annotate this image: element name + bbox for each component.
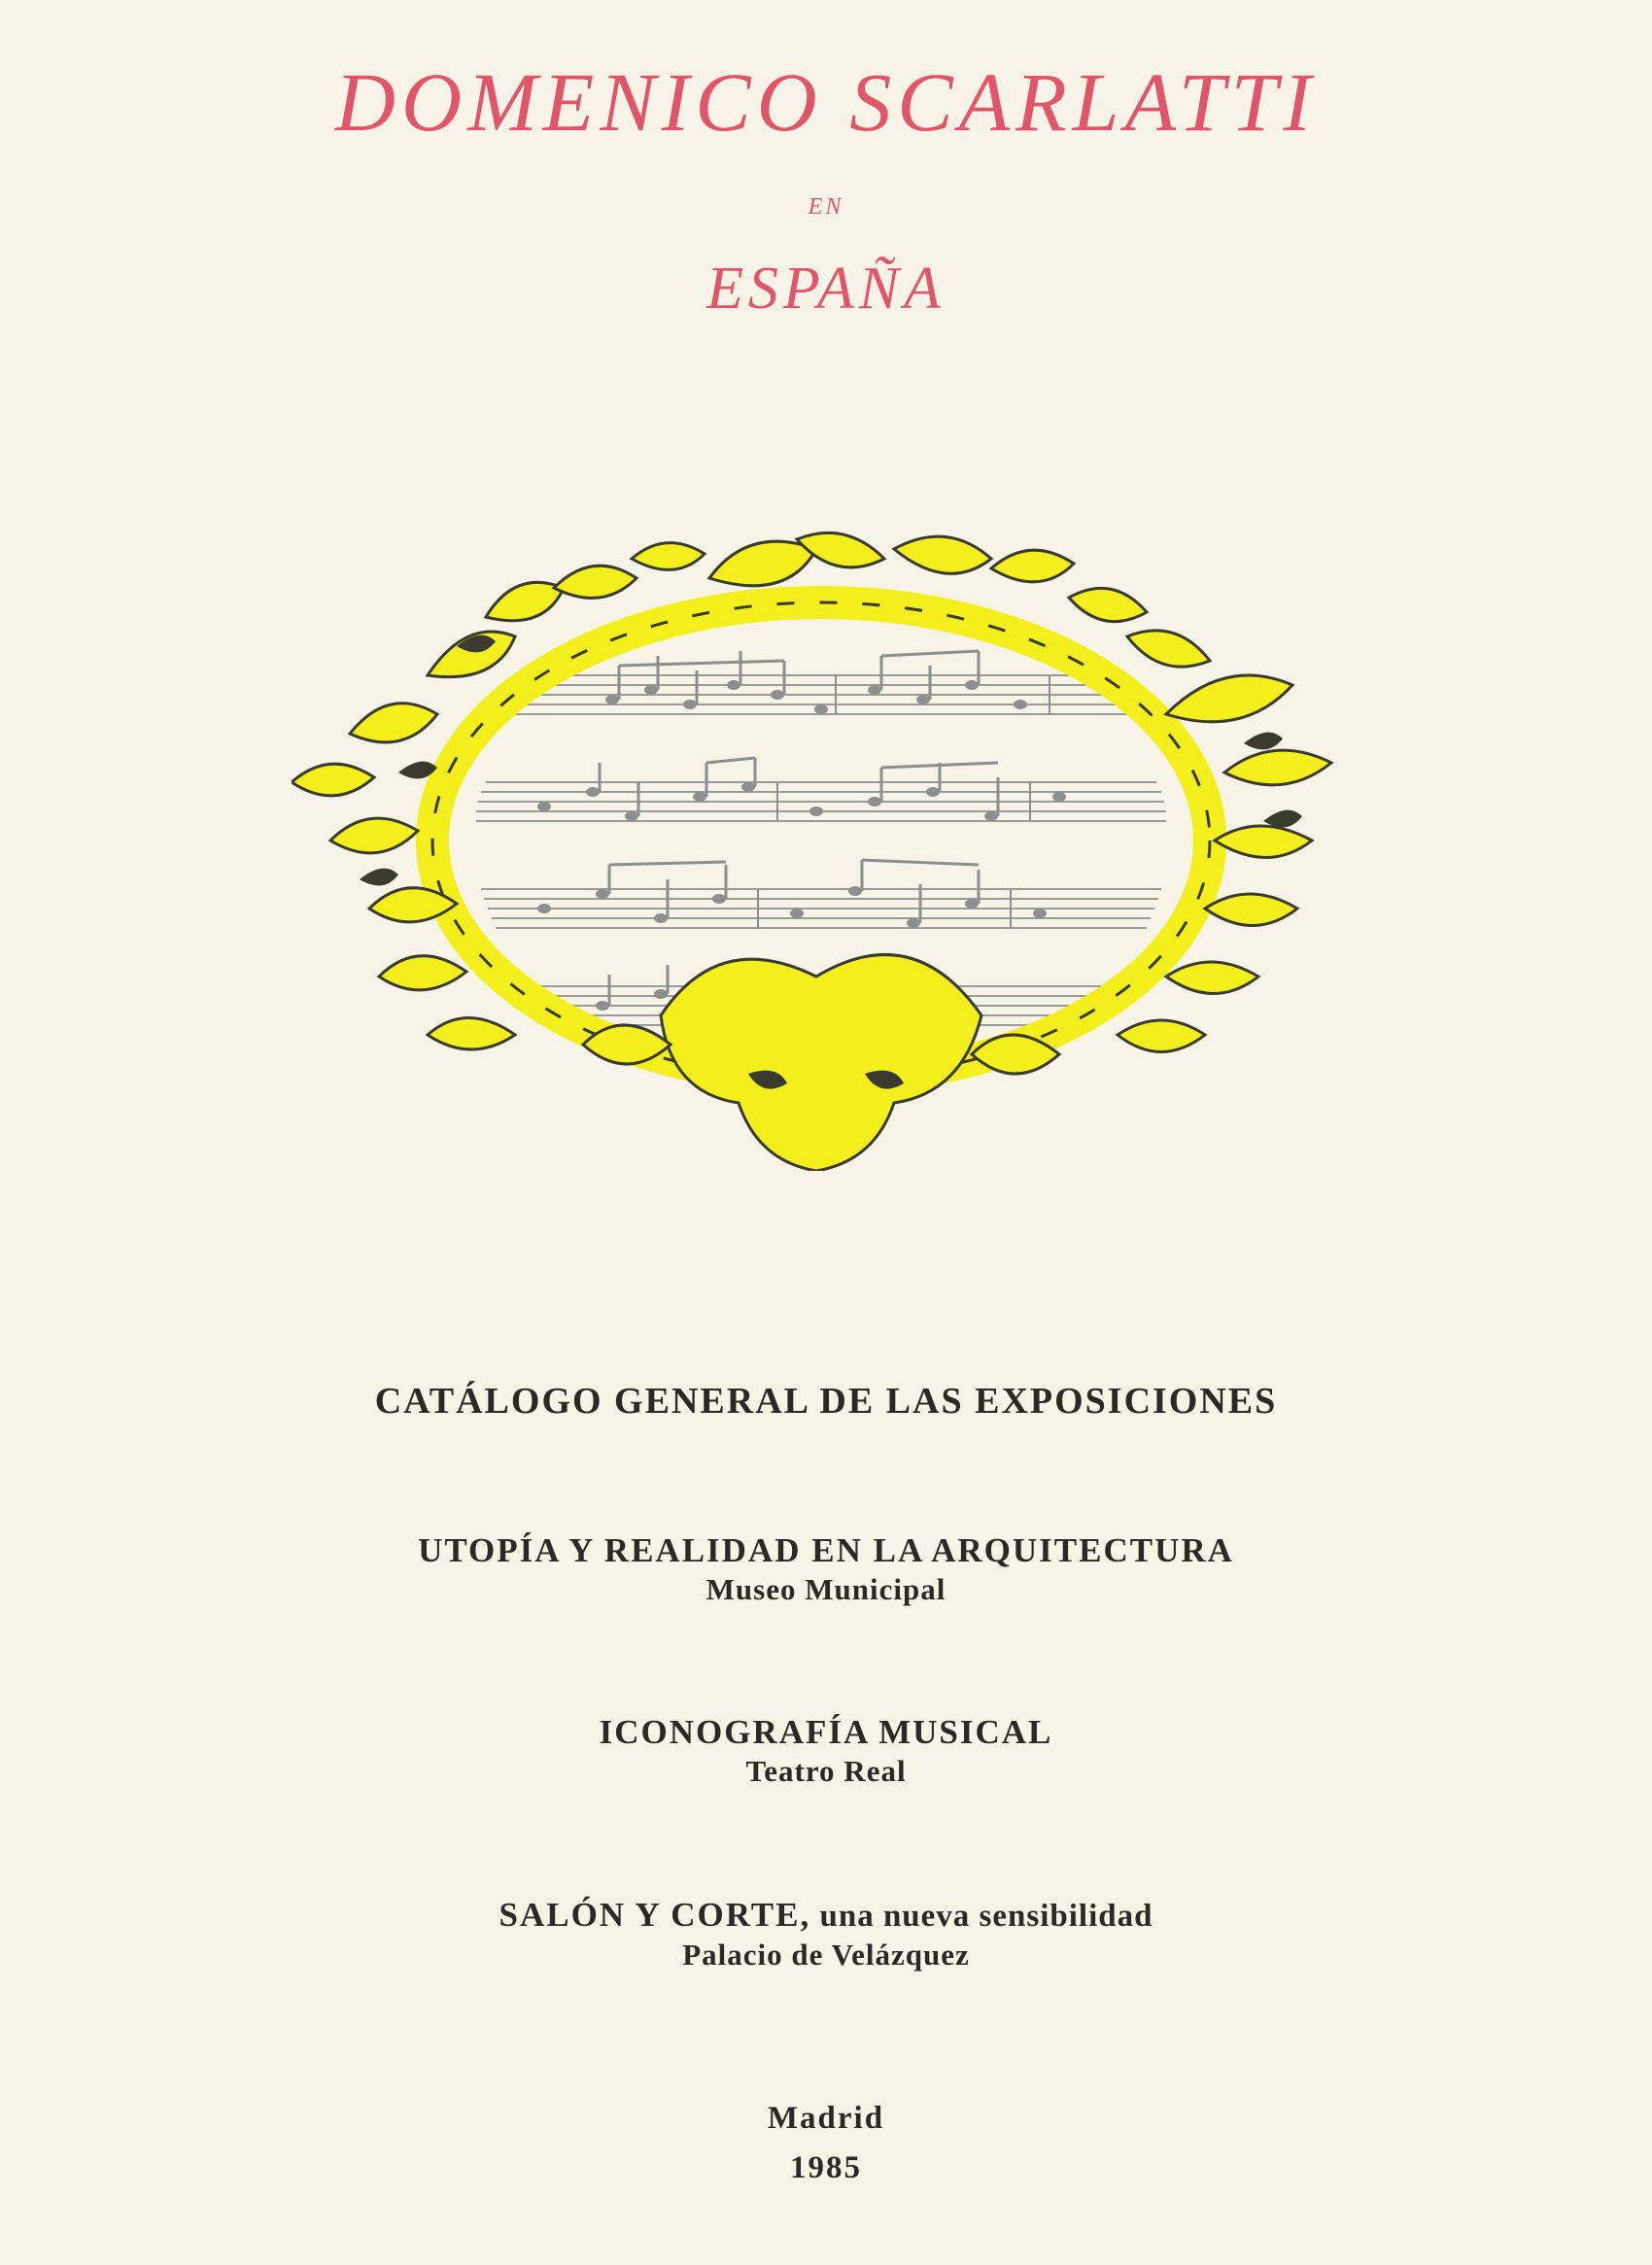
cover-title: DOMENICO SCARLATTI	[334, 55, 1318, 149]
exhibition-title: UTOPÍA Y REALIDAD EN LA ARQUITECTURA	[418, 1531, 1234, 1569]
exhibition-title-rest: una nueva sensibilidad	[810, 1899, 1153, 1934]
exhibition-venue: Teatro Real	[745, 1754, 907, 1788]
exhibition-title: ICONOGRAFÍA MUSICAL	[599, 1713, 1053, 1751]
exhibition-venue: Palacio de Velázquez	[682, 1937, 970, 1972]
cover-title-connector: EN	[808, 194, 844, 220]
imprint-place: Madrid	[767, 2101, 885, 2136]
catalog-heading: CATÁLOGO GENERAL DE LAS EXPOSICIONES	[374, 1381, 1278, 1422]
exhibition-venue: Museo Municipal	[706, 1572, 946, 1606]
exhibition-entry	[0, 1895, 1652, 1973]
cover-subtitle: ESPAÑA	[706, 256, 946, 322]
exhibition-title: SALÓN Y CORTE,	[499, 1896, 811, 1934]
imprint-year: 1985	[790, 2150, 862, 2185]
rococo-cartouche-illustration	[292, 530, 1351, 1171]
exhibition-title-line	[0, 1895, 1652, 1937]
exhibition-entry	[0, 1530, 1652, 1607]
exhibition-entry	[0, 1712, 1652, 1789]
